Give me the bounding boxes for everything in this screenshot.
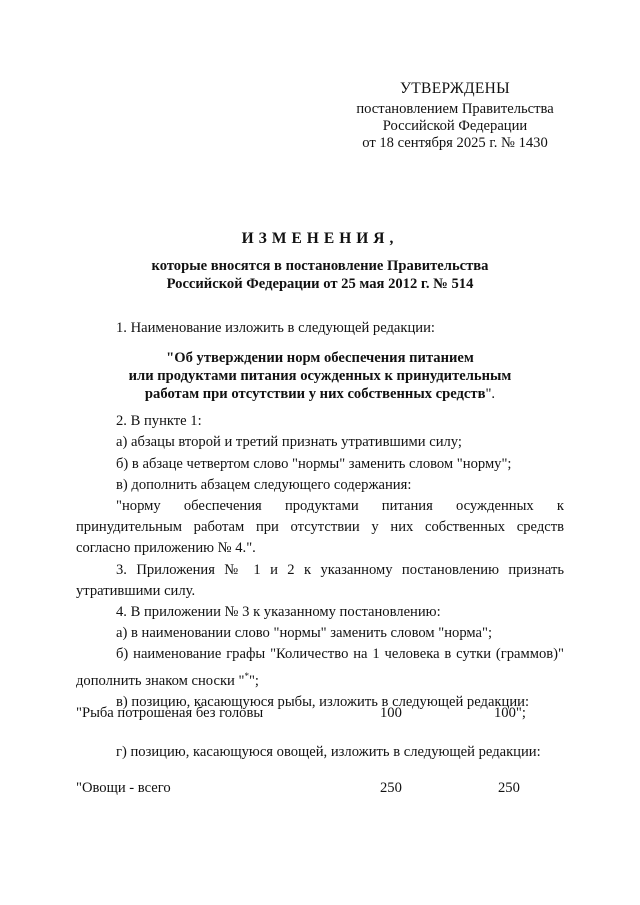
quote-tail: ". bbox=[485, 386, 496, 403]
veg-row bbox=[76, 780, 564, 800]
heading-subtitle: которые вносятся в постановление Правительства bbox=[151, 258, 489, 274]
quote-line: "Об утверждении норм обеспечения питанием bbox=[166, 350, 474, 367]
item-4-b-text: б) наименование графы "Количество на 1 человека в сутки (граммов)" дополнить знаком сноски " bbox=[76, 646, 564, 689]
veg-name: "Овощи - всего bbox=[76, 780, 171, 796]
veg-value-2: 250 bbox=[498, 780, 520, 796]
item-3: 3. Приложения № 1 и 2 к указанному постановлению признать утратившими силу. bbox=[76, 561, 564, 599]
approval-block bbox=[330, 80, 580, 152]
item-2: 2. В пункте 1: bbox=[116, 413, 202, 430]
item-4: 4. В приложении № 3 к указанному постановлению: bbox=[116, 604, 441, 621]
approval-line: Российской Федерации bbox=[382, 118, 528, 134]
fish-value-2: 100"; bbox=[494, 705, 526, 721]
document-heading bbox=[80, 230, 560, 293]
item-4-c: в) позицию, касающуюся рыбы, изложить в следующей редакции: bbox=[116, 693, 529, 710]
item-4-d-block bbox=[76, 742, 564, 763]
document-body bbox=[76, 318, 564, 713]
item-2-b: б) в абзаце четвертом слово "нормы" заменить словом "норму"; bbox=[116, 455, 512, 472]
item-4-b bbox=[76, 644, 564, 691]
item-4-d: г) позицию, касающуюся овощей, изложить в следующей редакции: bbox=[116, 744, 541, 760]
item-4-a: а) в наименовании слово "нормы" заменить словом "норма"; bbox=[116, 625, 493, 642]
item-2-quote: "норму обеспечения продуктами питания осужденных к принудительным работам при отсутствии у них собственных средств согласно приложению № 4.". bbox=[76, 498, 564, 557]
quote-line: или продуктами питания осужденных к принудительным bbox=[128, 368, 512, 385]
item-4-b-tail: "; bbox=[248, 672, 259, 689]
approval-line: постановлением Правительства bbox=[356, 101, 554, 117]
heading-title: ИЗМЕНЕНИЯ, bbox=[241, 230, 399, 247]
quote-line bbox=[76, 385, 564, 403]
fish-row bbox=[76, 705, 564, 725]
heading-subtitle: Российской Федерации от 25 мая 2012 г. № 514 bbox=[166, 275, 474, 292]
fish-value-1: 100 bbox=[380, 705, 402, 721]
item-1-quote bbox=[76, 349, 564, 403]
footnote-mark: * bbox=[244, 670, 249, 681]
quote-text: работам при отсутствии у них собственных средств bbox=[144, 386, 486, 403]
item-2-a: а) абзацы второй и третий признать утратившими силу; bbox=[116, 434, 462, 451]
item-1: 1. Наименование изложить в следующей редакции: bbox=[116, 320, 435, 336]
approval-date: от 18 сентября 2025 г. № 1430 bbox=[362, 135, 548, 151]
item-2-c: в) дополнить абзацем следующего содержания: bbox=[116, 476, 412, 493]
fish-name: "Рыба потрошеная без головы bbox=[76, 705, 264, 721]
approval-title: УТВЕРЖДЕНЫ bbox=[400, 80, 510, 97]
veg-value-1: 250 bbox=[380, 780, 402, 796]
